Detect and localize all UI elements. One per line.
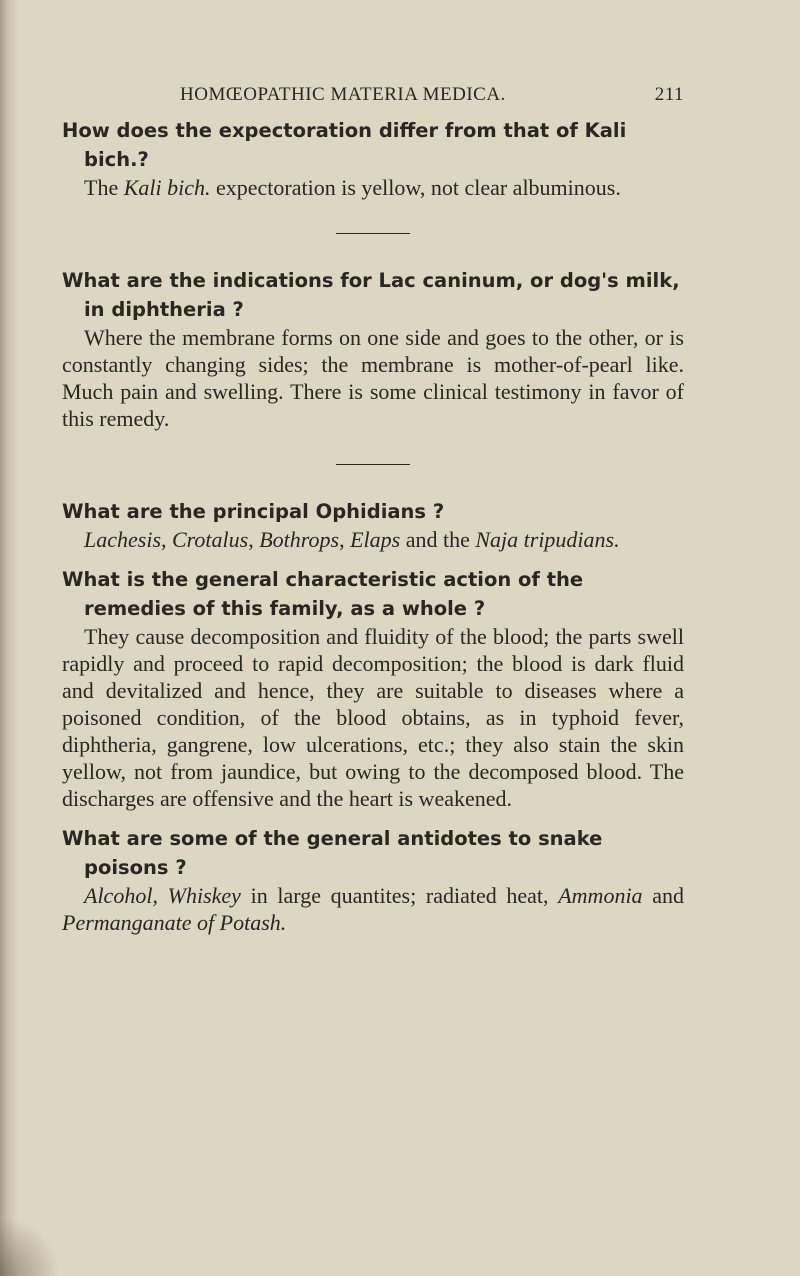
running-head: [62, 80, 684, 116]
question-antidotes: What are some of the general antidotes to snake poisons ?: [62, 827, 603, 879]
question-ophidians: What are the principal Ophidians ?: [62, 500, 445, 523]
book-page: [62, 80, 684, 936]
answer-antidotes: Alcohol, Whiskey in large quantites; radiated heat, Ammonia and Permanganate of Potash.: [62, 883, 685, 935]
answer-lac-caninum: Where the membrane forms on one side and goes to the other, or is constantly changing sides; the membrane is mother-of-pearl like. Much pain and swelling. There is some clinical testimony in favor of this remedy.: [62, 325, 684, 431]
page-number: 211: [654, 84, 684, 105]
question-kali-bich: How does the expectoration differ from that of Kali bich.?: [62, 119, 627, 171]
corner-shadow: [0, 1216, 60, 1276]
question-lac-caninum: What are the indications for Lac caninum, or dog's milk, in diphtheria ?: [62, 269, 680, 321]
page-edge-shadow: [0, 0, 18, 1276]
answer-kali-bich: The Kali bich. expectoration is yellow, not clear albuminous.: [84, 175, 621, 200]
question-family-action: What is the general characteristic action of the remedies of this family, as a whole ?: [62, 568, 584, 620]
answer-ophidians: Lachesis, Crotalus, Bothrops, Elaps and the Naja tripudians.: [84, 527, 620, 552]
answer-family-action: They cause decomposition and fluidity of the blood; the parts swell rapidly and proceed to rapid decomposition; the blood is dark fluid and devitalized and hence, they are suitable to diseases where a poisoned condition, of the blood obtains, as in typhoid fever, diphtheria, gangrene, low ulcerations, etc.; they also stain the skin yellow, not from jaundice, but owing to the decomposed blood. The discharges are offensive and the heart is weakened.: [62, 624, 684, 811]
running-head-title: HOMŒOPATHIC MATERIA MEDICA.: [180, 84, 506, 105]
